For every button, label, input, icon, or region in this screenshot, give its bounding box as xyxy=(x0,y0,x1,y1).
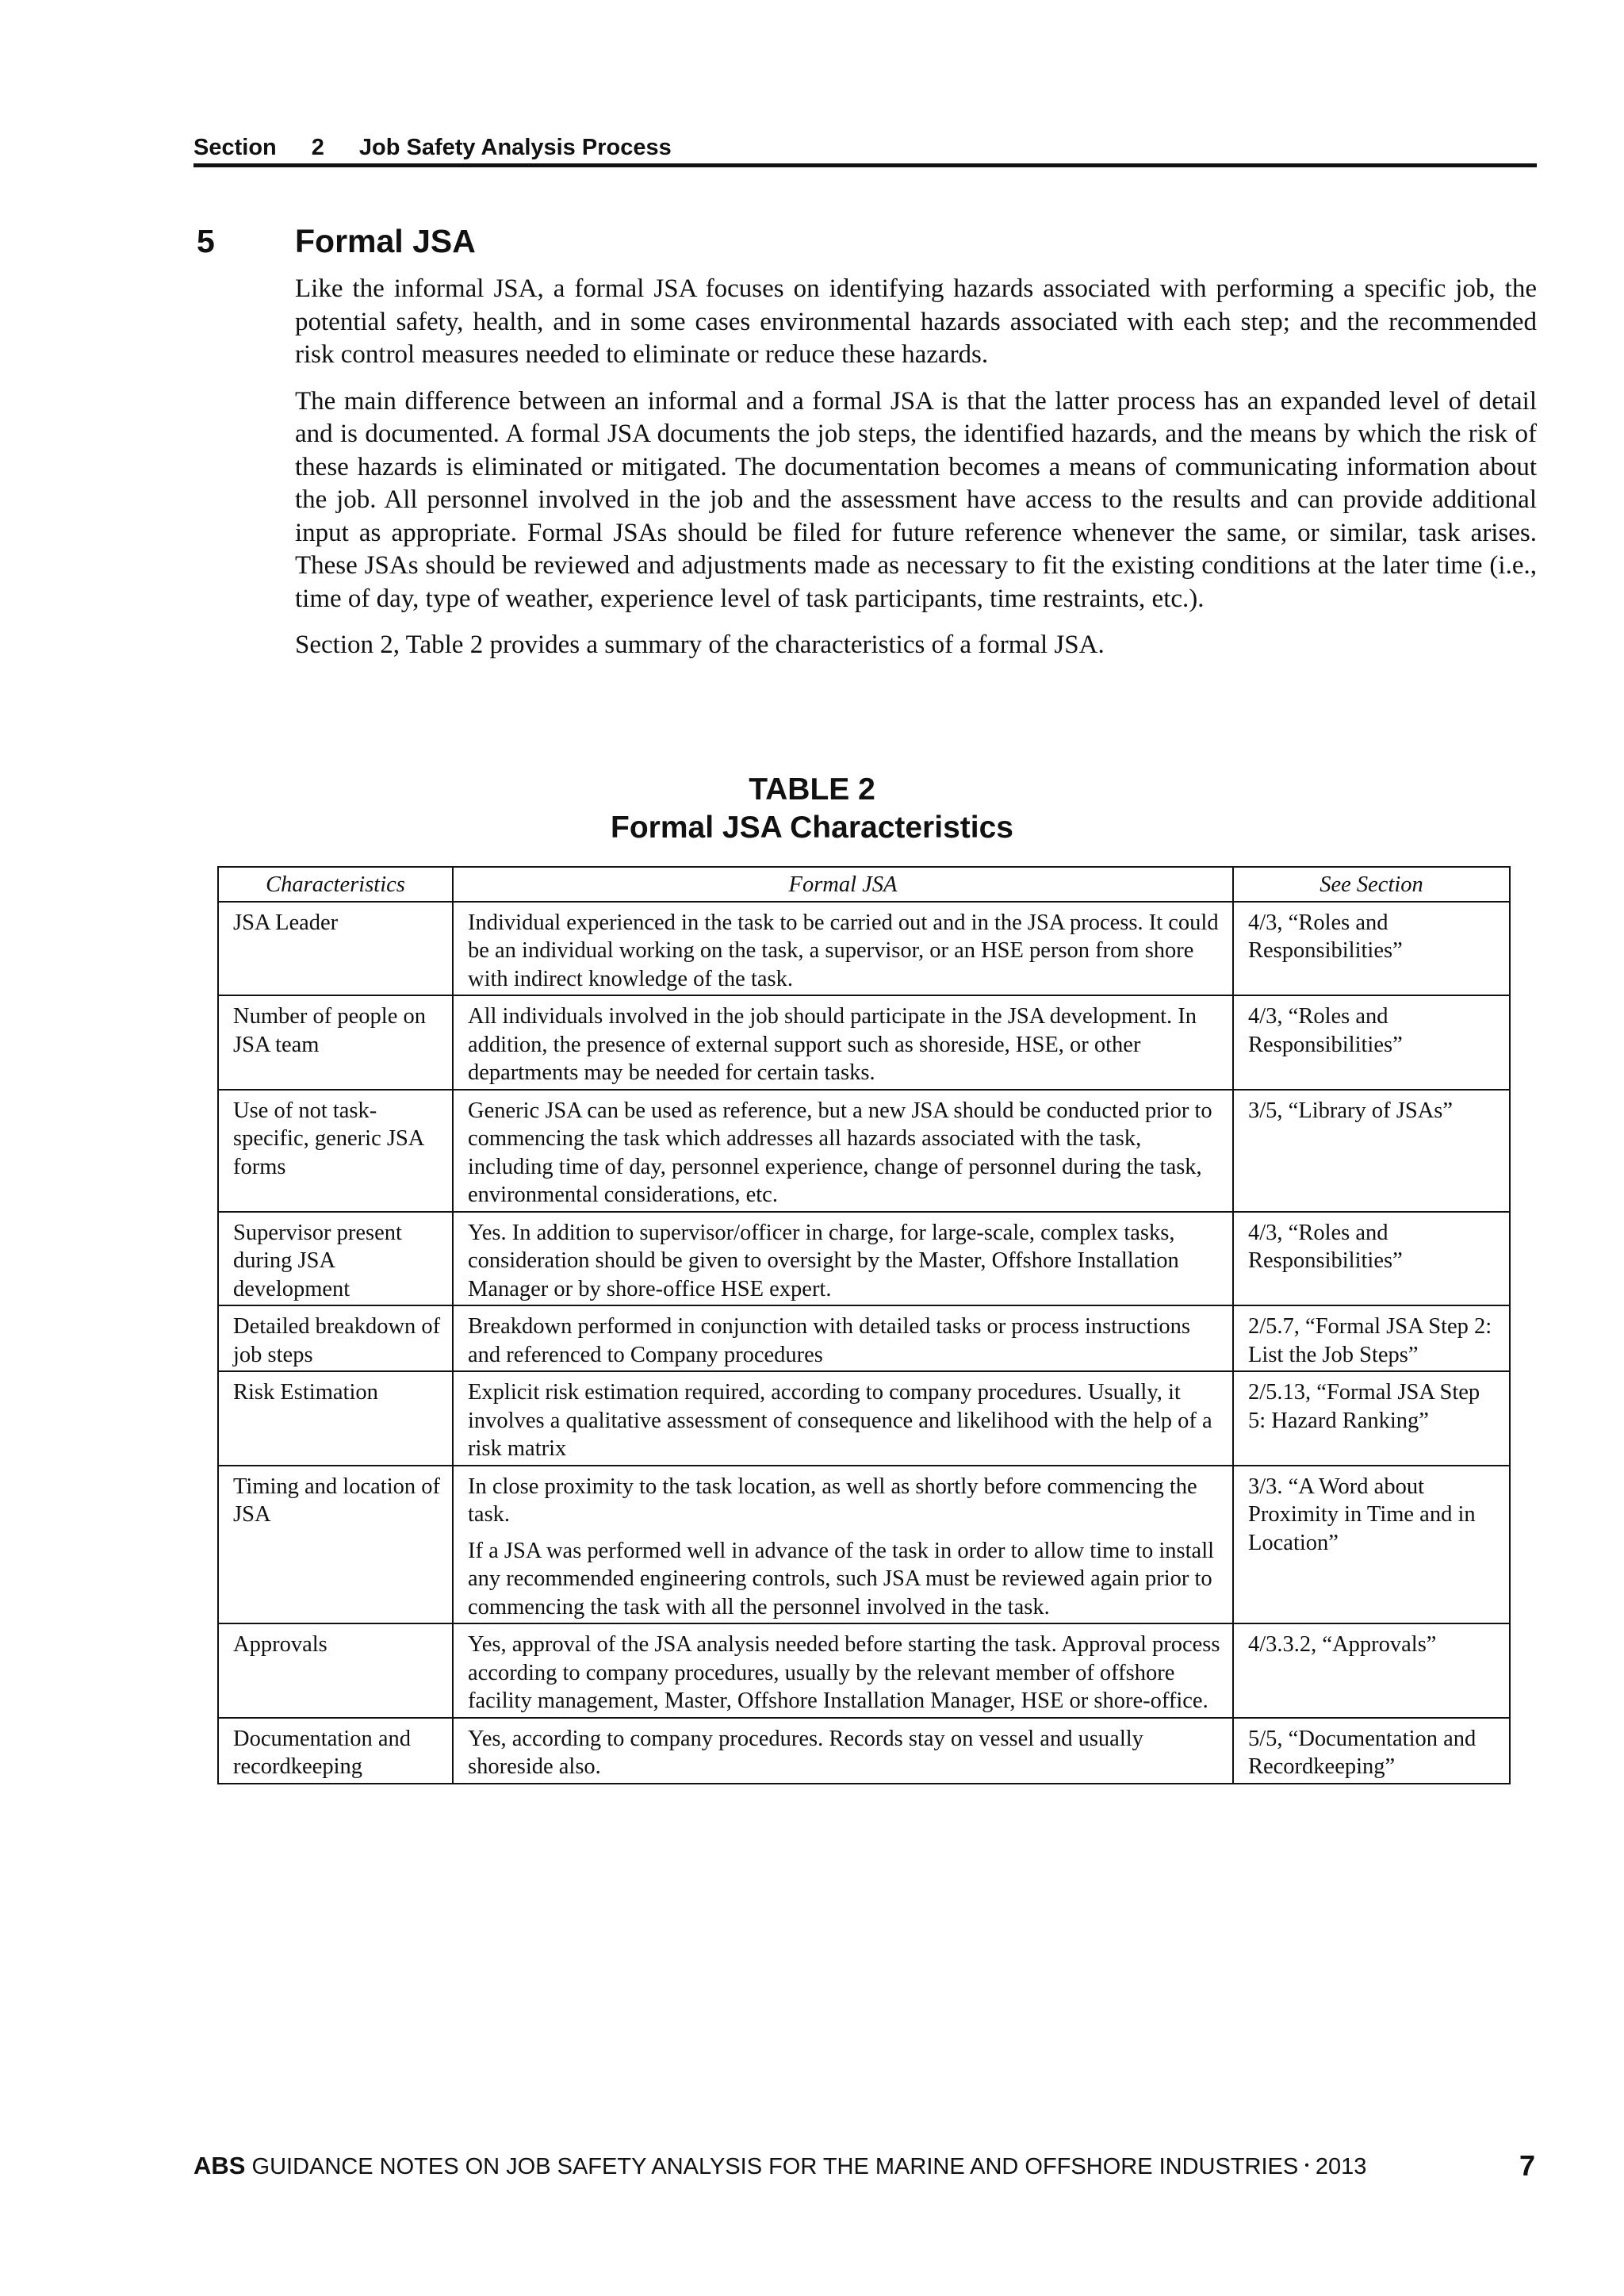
section-title: Formal JSA xyxy=(295,223,476,259)
footer-brand: ABS xyxy=(193,2152,246,2179)
page-number: 7 xyxy=(1519,2149,1535,2182)
detail-cell xyxy=(453,995,1233,1090)
detail-cell xyxy=(453,1305,1233,1371)
table-header-row xyxy=(218,867,1510,902)
table-row xyxy=(218,995,1510,1090)
paragraph: The main difference between an informal and a formal JSA is that the latter process has an expanded level of detail and is documented. A formal JSA documents the job steps, the identified hazards, and the means by which the risk of these hazards is eliminated or mitigated. The documentation becomes a means of communicating information about the job. All personnel involved in the job and the assessment have access to the results and can provide additional input as appropriate. Formal JSAs should be filed for future reference whenever the same, or similar, task arises. These JSAs should be reviewed and adjustments made as necessary to fit the existing conditions at the later time (i.e., time of day, type of weather, experience level of task participants, time restraints, etc.). xyxy=(295,386,1537,613)
detail-cell xyxy=(453,902,1233,996)
page-footer xyxy=(193,2146,1537,2186)
paragraph: Like the informal JSA, a formal JSA focuses on identifying hazards associated with performing a specific job, the potential safety, health, and in some cases environmental hazards associated with each step; and the recommended risk control measures needed to eliminate or reduce these hazards. xyxy=(295,274,1537,369)
running-header xyxy=(193,132,1537,167)
detail-cell xyxy=(453,1718,1233,1784)
table-caption xyxy=(0,771,1624,847)
table-row xyxy=(218,1718,1510,1784)
detail-cell xyxy=(453,1090,1233,1212)
characteristic-cell: Detailed breakdown of job steps xyxy=(218,1305,453,1371)
see-section-cell: 5/5, “Documentation and Recordkeeping” xyxy=(1233,1718,1510,1784)
detail-cell xyxy=(453,1371,1233,1466)
table-row xyxy=(218,1090,1510,1212)
table-row xyxy=(218,1371,1510,1466)
see-section-cell: 2/5.7, “Formal JSA Step 2: List the Job Steps” xyxy=(1233,1305,1510,1371)
detail-text: Yes, approval of the JSA analysis needed before starting the task. Approval process according to company procedures, usually by the relevant member of offshore facility management, Master, Offshore Installation Manager, HSE or shore-office. xyxy=(468,1632,1220,1713)
section-number: 5 xyxy=(197,223,215,259)
jsa-characteristics-table xyxy=(217,866,1511,1784)
table-label: TABLE 2 xyxy=(749,772,875,807)
section-heading xyxy=(197,219,476,263)
detail-cell xyxy=(453,1212,1233,1306)
detail-cell xyxy=(453,1623,1233,1718)
header-section-number: 2 xyxy=(311,135,324,160)
see-section-cell: 2/5.13, “Formal JSA Step 5: Hazard Ranking” xyxy=(1233,1371,1510,1466)
table-row xyxy=(218,1466,1510,1624)
see-section-cell: 4/3.3.2, “Approvals” xyxy=(1233,1623,1510,1718)
detail-text: In close proximity to the task location, as well as shortly before commencing the task. xyxy=(468,1474,1197,1527)
characteristic-cell: Timing and location of JSA xyxy=(218,1466,453,1624)
characteristic-cell: Risk Estimation xyxy=(218,1371,453,1466)
footer-bullet: • xyxy=(1304,2159,1309,2172)
table-row xyxy=(218,1305,1510,1371)
detail-text: All individuals involved in the job should participate in the JSA development. In addition, the presence of external support such as shoreside, HSE, or other departments may be needed for certain tasks. xyxy=(468,1004,1197,1085)
column-header-see-section: See Section xyxy=(1233,867,1510,902)
footer-year: 2013 xyxy=(1315,2154,1367,2179)
see-section-cell: 3/3. “A Word about Proximity in Time and in Location” xyxy=(1233,1466,1510,1624)
header-section-label: Section xyxy=(193,135,277,160)
detail-text: Yes. In addition to supervisor/officer in charge, for large-scale, complex tasks, consideration should be given to oversight by the Master, Offshore Installation Manager or by shore-office HSE expert. xyxy=(468,1220,1179,1301)
characteristic-cell: Approvals xyxy=(218,1623,453,1718)
table-title: Formal JSA Characteristics xyxy=(611,811,1013,845)
detail-text: If a JSA was performed well in advance of the task in order to allow time to install any recommended engineering controls, such JSA must be reviewed again prior to commencing the task with all the personnel involved in the task. xyxy=(468,1538,1215,1619)
footer-publication: GUIDANCE NOTES ON JOB SAFETY ANALYSIS FOR THE MARINE AND OFFSHORE INDUSTRIES xyxy=(251,2154,1299,2179)
detail-cell xyxy=(453,1466,1233,1624)
characteristic-cell: Use of not task-specific, generic JSA forms xyxy=(218,1090,453,1212)
detail-text: Generic JSA can be used as reference, but a new JSA should be conducted prior to commencing the task which addresses all hazards associated with the task, including time of day, personnel experience, change of personnel during the task, environmental considerations, etc. xyxy=(468,1098,1212,1207)
paragraph: Section 2, Table 2 provides a summary of the characteristics of a formal JSA. xyxy=(295,631,1105,659)
see-section-cell: 4/3, “Roles and Responsibilities” xyxy=(1233,902,1510,996)
detail-text: Individual experienced in the task to be carried out and in the JSA process. It could be an individual working on the task, a supervisor, or an HSE person from shore with indirect knowledge of the task. xyxy=(468,910,1219,991)
table-row xyxy=(218,1623,1510,1718)
characteristic-cell: Number of people on JSA team xyxy=(218,995,453,1090)
see-section-cell: 4/3, “Roles and Responsibilities” xyxy=(1233,1212,1510,1306)
detail-text: Breakdown performed in conjunction with detailed tasks or process instructions and referenced to Company procedures xyxy=(468,1314,1190,1367)
body-text xyxy=(295,273,1537,676)
detail-text: Explicit risk estimation required, according to company procedures. Usually, it involves a qualitative assessment of consequence and likelihood with the help of a risk matrix xyxy=(468,1380,1212,1461)
header-section-title: Job Safety Analysis Process xyxy=(358,135,672,160)
table-row xyxy=(218,902,1510,996)
see-section-cell: 4/3, “Roles and Responsibilities” xyxy=(1233,995,1510,1090)
detail-text: Yes, according to company procedures. Records stay on vessel and usually shoreside also. xyxy=(468,1726,1143,1779)
characteristic-cell: Documentation and recordkeeping xyxy=(218,1718,453,1784)
characteristic-cell: JSA Leader xyxy=(218,902,453,996)
characteristic-cell: Supervisor present during JSA development xyxy=(218,1212,453,1306)
column-header-characteristics: Characteristics xyxy=(218,867,453,902)
column-header-formal-jsa: Formal JSA xyxy=(453,867,1233,902)
see-section-cell: 3/5, “Library of JSAs” xyxy=(1233,1090,1510,1212)
table-row xyxy=(218,1212,1510,1306)
